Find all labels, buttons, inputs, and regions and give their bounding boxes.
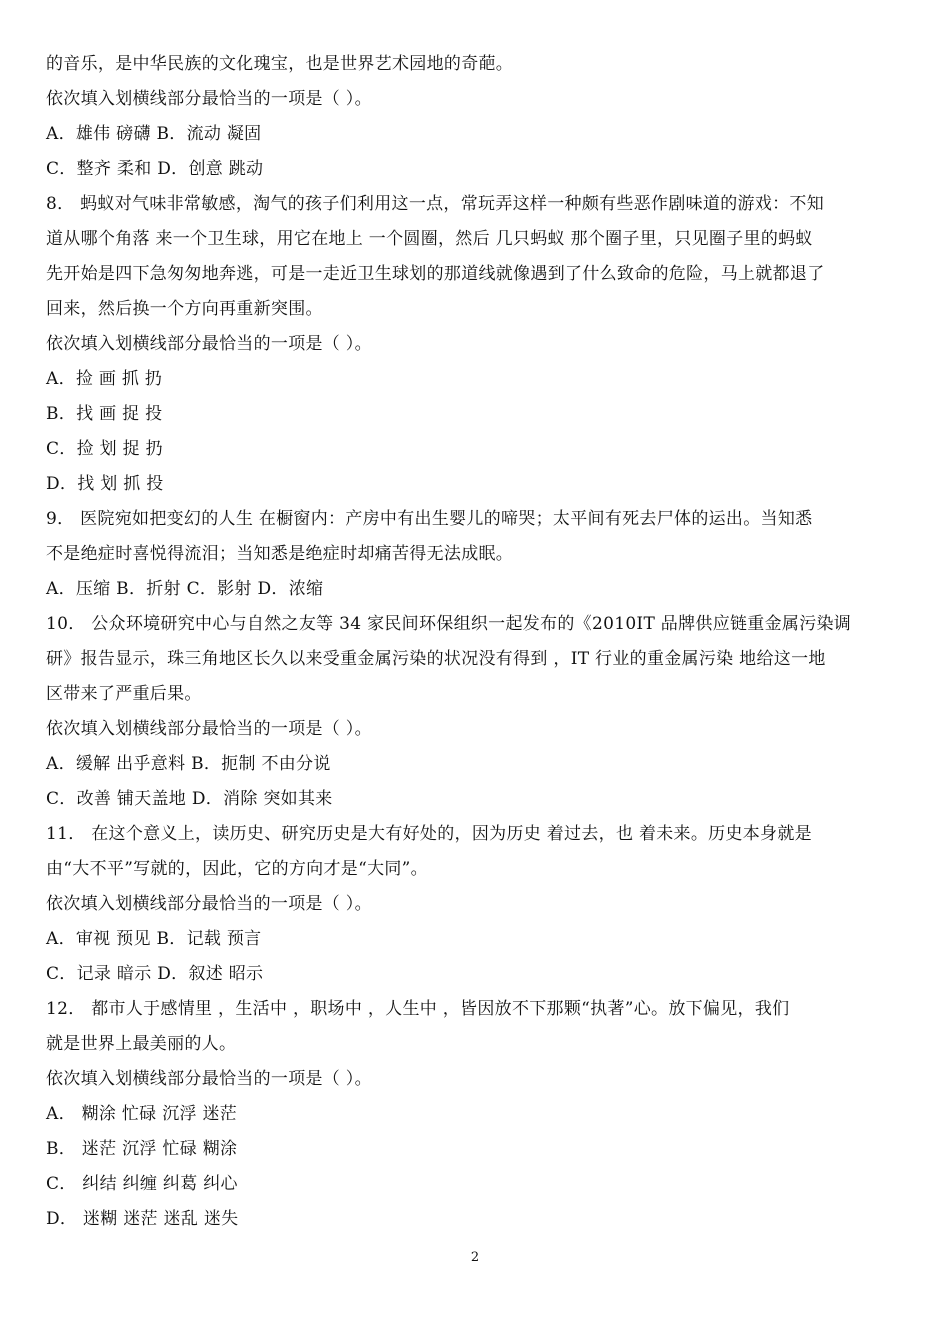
answer-option: A．捡 画 抓 扔 [46,369,163,389]
question-instruction: 依次填入划横线部分最恰当的一项是（ ）。 [46,89,372,109]
answer-option: A． 糊涂 忙碌 沉浮 迷茫 [46,1104,238,1124]
question-12-text: 12． 都市人于感情里 ，生活中 ，职场中 ，人生中 ，皆因放不下那颗“执著”心。放下偏见，我们 [46,999,790,1019]
answer-option: C．捡 划 捉 扔 [46,439,163,459]
question-instruction: 依次填入划横线部分最恰当的一项是（ ）。 [46,719,372,739]
answer-option: C．记录 暗示 D．叙述 昭示 [46,964,264,984]
question-10-text: 区带来了严重后果。 [46,684,202,704]
question-9-text: 不是绝症时喜悦得流泪；当知悉是绝症时却痛苦得无法成眠。 [46,544,514,564]
question-instruction: 依次填入划横线部分最恰当的一项是（ ）。 [46,334,372,354]
question-8-text: 回来，然后换一个方向再重新突围。 [46,299,323,319]
answer-option: C． 纠结 纠缠 纠葛 纠心 [46,1174,238,1194]
page-number: 2 [470,1250,480,1265]
answer-option: A．压缩 B．折射 C．影射 D．浓缩 [46,579,324,599]
answer-option: A．审视 预见 B．记载 预言 [46,929,262,949]
question-instruction: 依次填入划横线部分最恰当的一项是（ ）。 [46,1069,372,1089]
page-body [46,47,906,1237]
answer-option: A．缓解 出乎意料 B．扼制 不由分说 [46,754,331,774]
question-instruction: 依次填入划横线部分最恰当的一项是（ ）。 [46,894,372,914]
question-8-text: 道从哪个角落 来一个卫生球，用它在地上 一个圆圈，然后 几只蚂蚁 那个圈子里，只见圈子里的蚂蚁 [46,229,813,249]
answer-option: D．找 划 抓 投 [46,474,164,494]
question-9-text: 9． 医院宛如把变幻的人生 在橱窗内：产房中有出生婴儿的啼哭；太平间有死去尸体的运出。当知悉 [46,509,813,529]
answer-option: C．改善 铺天盖地 D．消除 突如其来 [46,789,333,809]
question-11-text: 由“大不平”写就的，因此，它的方向才是“大同”。 [46,859,428,879]
question-10-text: 研》报告显示，珠三角地区长久以来受重金属污染的状况没有得到 ，IT 行业的重金属污染 地给这一地 [46,649,826,669]
answer-option: C．整齐 柔和 D．创意 跳动 [46,159,264,179]
question-11-text: 11． 在这个意义上，读历史、研究历史是大有好处的，因为历史 着过去，也 着未来。历史本身就是 [46,824,812,844]
question-8-text: 先开始是四下急匆匆地奔逃，可是一走近卫生球划的那道线就像遇到了什么致命的危险，马上就都退了 [46,264,825,284]
answer-option: B． 迷茫 沉浮 忙碌 糊涂 [46,1139,238,1159]
answer-option: B．找 画 捉 投 [46,404,163,424]
question-8-text: 8． 蚂蚁对气味非常敏感，淘气的孩子们利用这一点，常玩弄这样一种颇有些恶作剧味道的游戏：不知 [46,194,825,214]
answer-option: A．雄伟 磅礴 B．流动 凝固 [46,124,262,144]
answer-option: D． 迷糊 迷茫 迷乱 迷失 [46,1209,239,1229]
text-line: 的音乐，是中华民族的文化瑰宝，也是世界艺术园地的奇葩。 [46,54,514,74]
question-12-text: 就是世界上最美丽的人。 [46,1034,237,1054]
question-10-text: 10． 公众环境研究中心与自然之友等 34 家民间环保组织一起发布的《2010IT 品牌供应链重金属污染调 [46,614,852,634]
